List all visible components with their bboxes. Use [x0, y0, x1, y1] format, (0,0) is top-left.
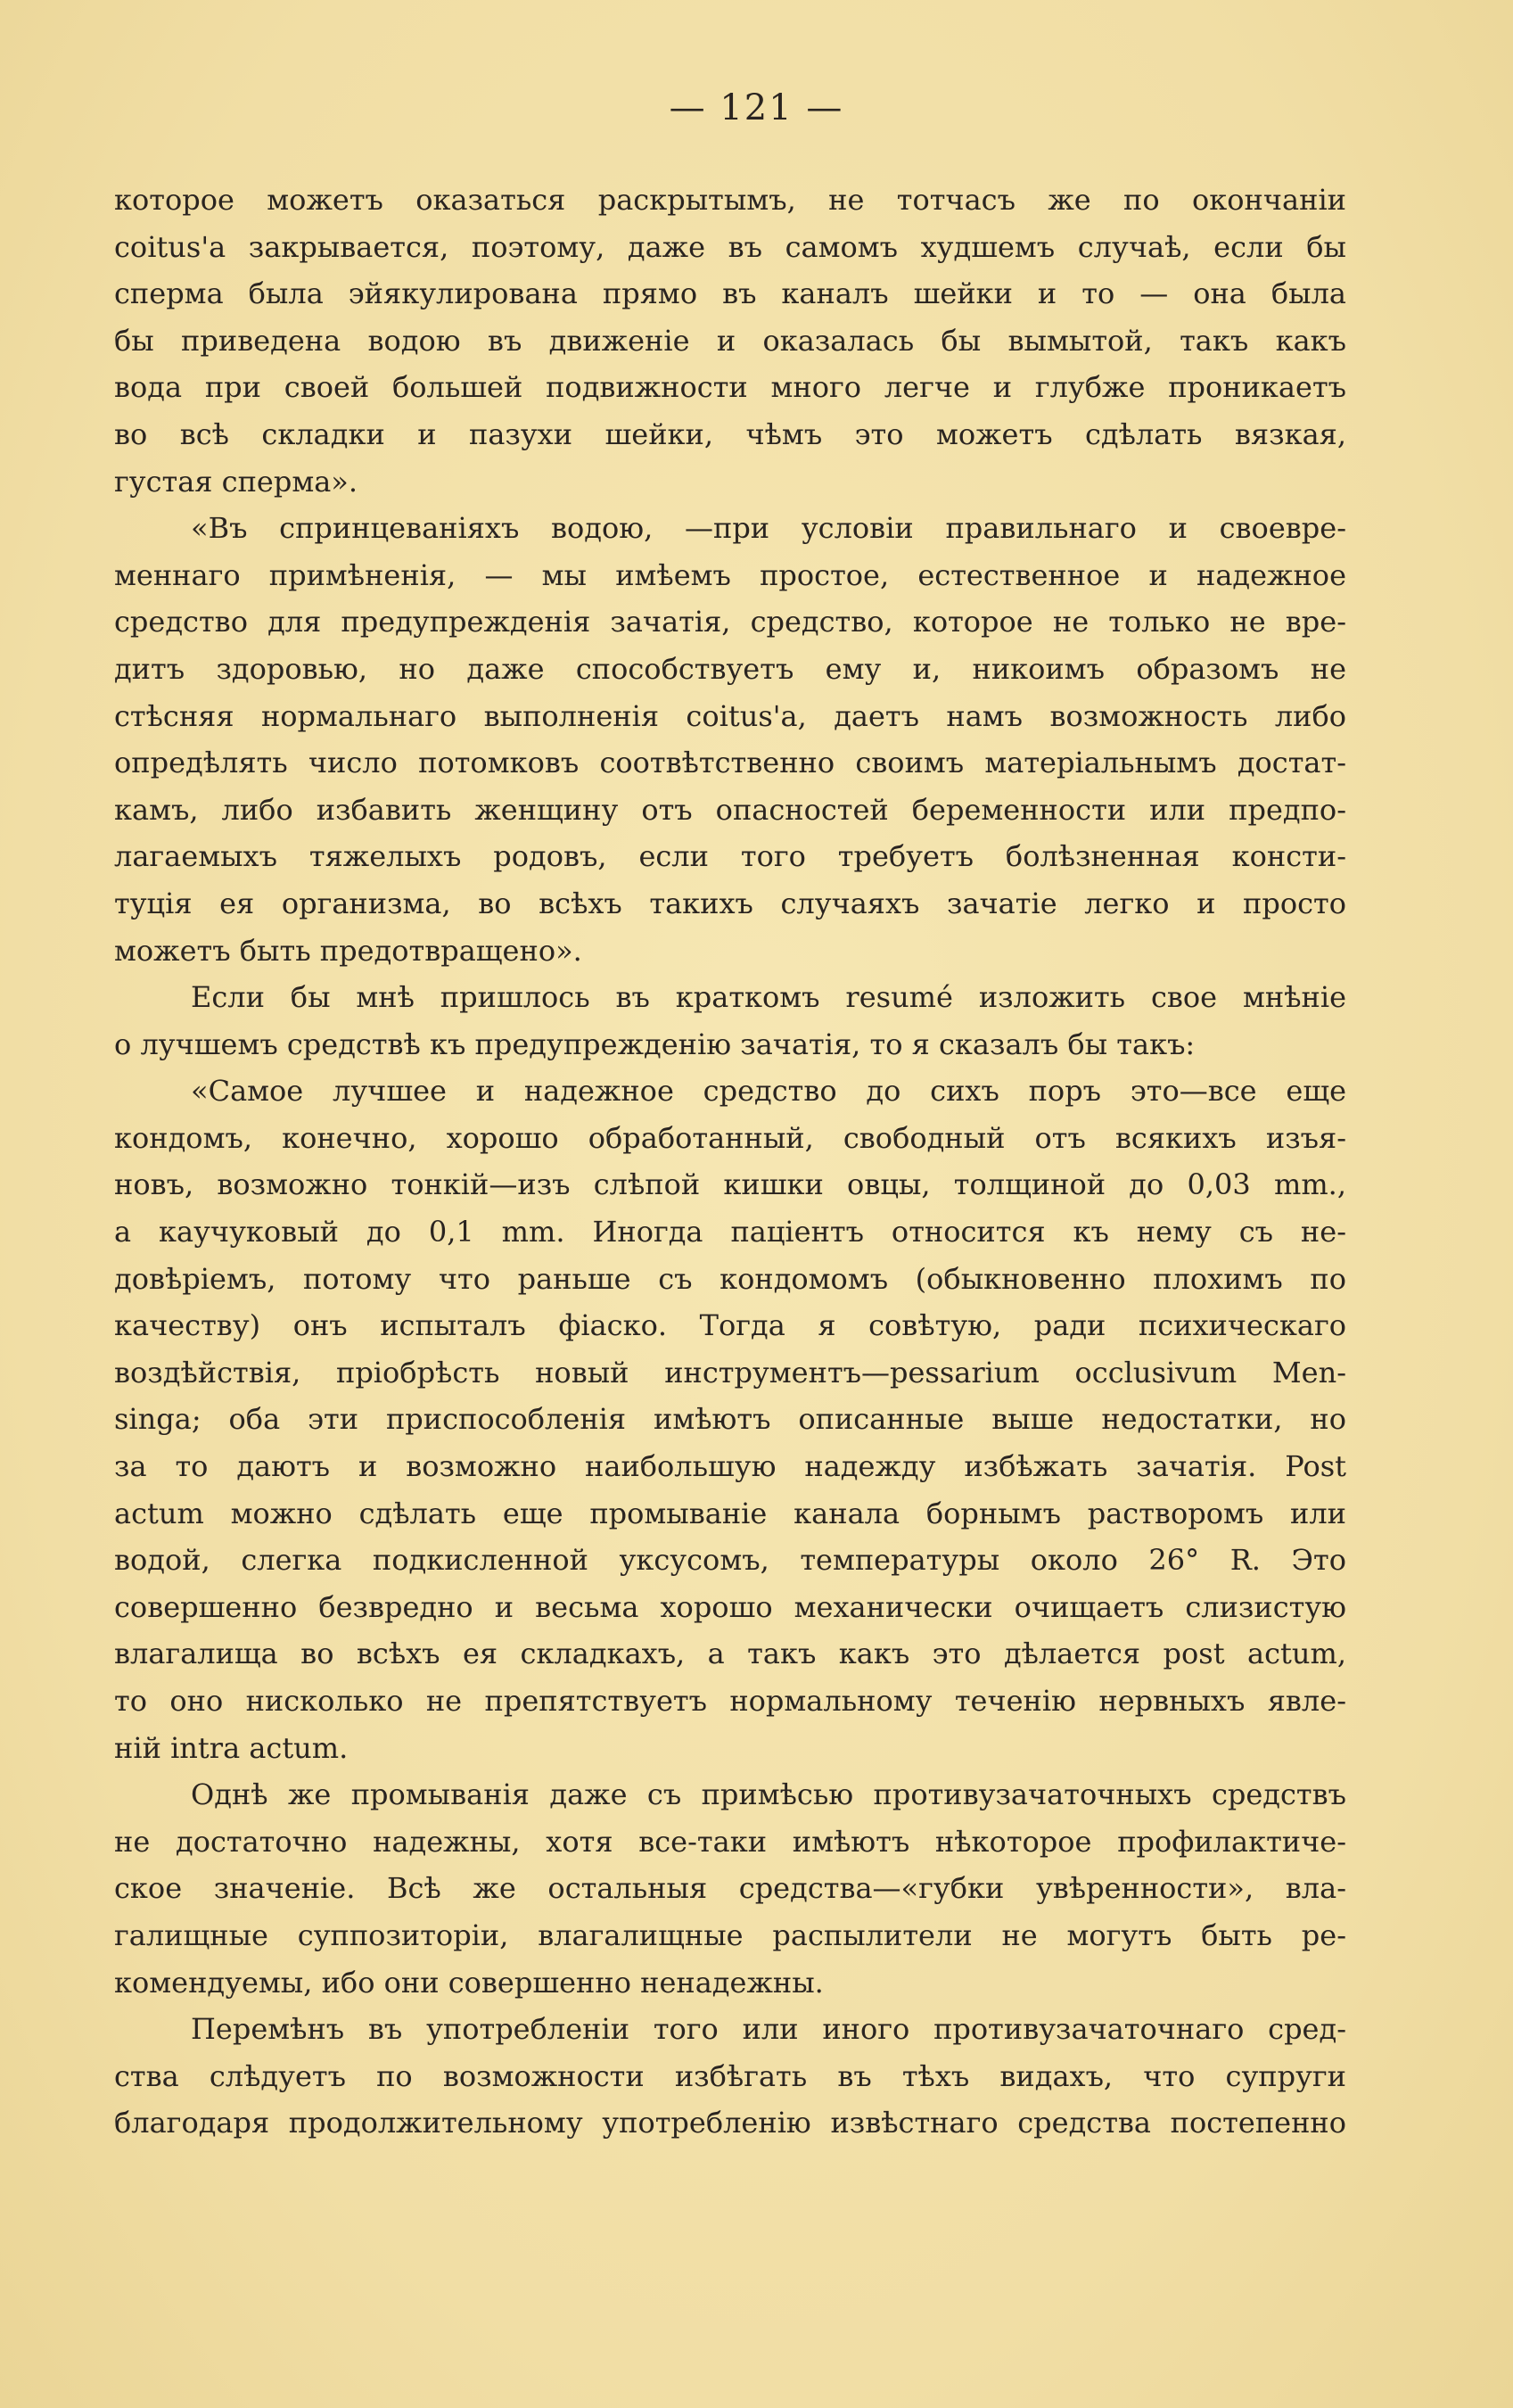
text-line: густая сперма».	[114, 464, 358, 499]
text-line: влагалища во всѣхъ ея складкахъ, а такъ какъ это дѣлается post actum,	[114, 1637, 1346, 1671]
text-line: Если бы мнѣ пришлось въ краткомъ resumé изложить свое мнѣнiе	[191, 980, 1346, 1015]
text-line: Однѣ же промыванiя даже съ примѣсью противузачаточныхъ средствъ	[191, 1777, 1346, 1812]
text-line: сперма была эйякулирована прямо въ каналъ шейки и то — она была	[114, 276, 1346, 311]
text-line: лагаемыхъ тяжелыхъ родовъ, если того требуетъ болѣзненная консти-	[114, 839, 1346, 874]
page-number: — 121 —	[669, 87, 844, 128]
text-line: бы приведена водою въ движенiе и оказалась бы вымытой, такъ какъ	[114, 323, 1346, 358]
text-line: воздѣйствiя, прiобрѣсть новый инструментъ—pessarium occlusivum Men-	[114, 1355, 1346, 1390]
text-line: камъ, либо избавить женщину отъ опасностей беременности или предпо-	[114, 792, 1346, 827]
text-line: ское значенiе. Всѣ же остальныя средства—«губки увѣренности», вла-	[114, 1871, 1346, 1906]
text-line: благодаря продолжительному употребленiю извѣстнаго средства постепенно	[114, 2106, 1346, 2140]
text-line: нiй intra actum.	[114, 1730, 349, 1765]
text-line: ства слѣдуетъ по возможности избѣгать въ тѣхъ видахъ, что супруги	[114, 2058, 1346, 2093]
text-line: дитъ здоровью, но даже способствуетъ ему и, никоимъ образомъ не	[114, 651, 1346, 686]
text-line: довѣрiемъ, потому что раньше съ кондомомъ (обыкновенно плохимъ по	[114, 1261, 1346, 1296]
text-line: средство для предупрежденiя зачатiя, средство, которое не только не вре-	[114, 605, 1346, 639]
text-line: совершенно безвредно и весьма хорошо механически очищаетъ слизистую	[114, 1589, 1346, 1624]
body-text	[114, 177, 1346, 2147]
text-line: то оно нисколько не препятствуетъ нормальному теченiю нервныхъ явле-	[114, 1684, 1346, 1718]
text-line: о лучшемъ средствѣ къ предупрежденiю зачатiя, то я сказалъ бы такъ:	[114, 1027, 1196, 1061]
text-line: во всѣ складки и пазухи шейки, чѣмъ это можетъ сдѣлать вязкая,	[114, 416, 1346, 451]
text-line: Перемѣнъ въ употребленiи того или иного противузачаточнаго сред-	[191, 2012, 1346, 2047]
text-line: опредѣлять число потомковъ соотвѣтственно своимъ матерiальнымъ достат-	[114, 746, 1346, 780]
text-line: actum можно сдѣлать еще промыванiе канала борнымъ растворомъ или	[114, 1496, 1346, 1530]
text-line: не достаточно надежны, хотя все-таки имѣютъ нѣкоторое профилактиче-	[114, 1824, 1346, 1859]
text-line: туцiя ея организма, во всѣхъ такихъ случаяхъ зачатiе легко и просто	[114, 886, 1346, 920]
text-line: «Самое лучшее и надежное средство до сихъ поръ это—все еще	[191, 1074, 1346, 1109]
text-line: «Въ спринцеванiяхъ водою, —при условiи правильнаго и своевре-	[191, 511, 1346, 546]
text-line: галищные суппозиторiи, влагалищные распылители не могутъ быть ре-	[114, 1917, 1346, 1952]
text-line: водой, слегка подкисленной уксусомъ, температуры около 26° R. Это	[114, 1543, 1346, 1578]
text-line: а каучуковый до 0,1 mm. Иногда пацiентъ относится къ нему съ не-	[114, 1215, 1346, 1249]
text-line: за то даютъ и возможно наибольшую надежду избѣжать зачатiя. Post	[114, 1449, 1346, 1484]
text-line: новъ, возможно тонкiй—изъ слѣпой кишки овцы, толщиной до 0,03 mm.,	[114, 1167, 1346, 1202]
text-line: coitus'a закрывается, поэтому, даже въ самомъ худшемъ случаѣ, если бы	[114, 229, 1346, 264]
text-line: качеству) онъ испыталъ фiаско. Тогда я совѣтую, ради психическаго	[114, 1308, 1346, 1343]
text-line: вода при своей большей подвижности много легче и глубже проникаетъ	[114, 370, 1346, 405]
text-line: singa; оба эти приспособленiя имѣютъ описанные выше недостатки, но	[114, 1402, 1346, 1437]
text-line: которое можетъ оказаться раскрытымъ, не тотчасъ же по окончанiи	[114, 183, 1346, 217]
text-line: комендуемы, ибо они совершенно ненадежны.	[114, 1965, 824, 2000]
text-line: меннаго примѣненiя, — мы имѣемъ простое, естественное и надежное	[114, 557, 1346, 592]
text-line: можетъ быть предотвращено».	[114, 933, 582, 968]
text-line: кондомъ, конечно, хорошо обработанный, свободный отъ всякихъ изъя-	[114, 1120, 1346, 1155]
text-line: стѣсняя нормальнаго выполненiя coitus'a, даетъ намъ возможность либо	[114, 698, 1346, 733]
